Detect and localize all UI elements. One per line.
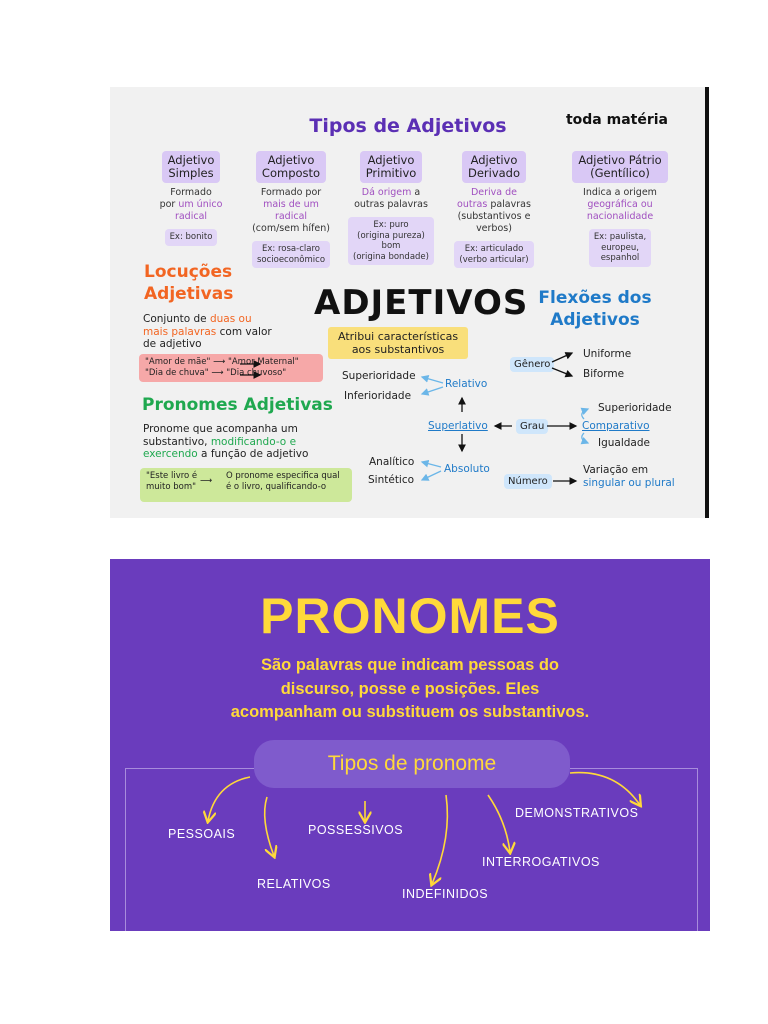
grau-analitico: Analítico: [369, 456, 415, 468]
adjetivos-types-title: Tipos de Adjetivos: [309, 115, 507, 137]
grau-superioridade: Superioridade: [342, 370, 416, 382]
type-composto-chip: Adjetivo Composto: [256, 151, 326, 183]
type-patrio-desc: Indica a origem geográfica ou nacionalidade: [583, 187, 657, 222]
panel-edge: [705, 87, 709, 518]
locucoes-desc: Conjunto de duas ou mais palavras com valor de adjetivo: [143, 313, 272, 350]
grau-chip: Grau: [516, 419, 548, 434]
pronomes-adjetivas-example: "Este livro é muito bom" ⟶ O pronome especifica qual é o livro, qualificando-o: [140, 468, 352, 502]
genero-chip: Gênero: [510, 357, 554, 372]
pronomes-subtitle: São palavras que indicam pessoas do discurso, posse e posições. Eles acompanham ou substituem os substantivos.: [230, 656, 590, 721]
pronome-possessivos: POSSESSIVOS: [308, 823, 404, 837]
adjetivos-main-title: ADJETIVOS: [314, 283, 529, 323]
arrow-right-icon: ⟶: [211, 368, 224, 378]
grau-inferioridade: Inferioridade: [344, 390, 412, 402]
type-patrio-example: Ex: paulista, europeu, espanhol: [589, 229, 651, 267]
pronome-indefinidos: INDEFINIDOS: [402, 887, 489, 901]
arrow-icon: [240, 353, 588, 481]
type-derivado-chip: Adjetivo Derivado: [462, 151, 526, 183]
adjetivos-arrows: [110, 87, 706, 518]
type-composto-desc: Formado por mais de um radical (com/sem hífen): [252, 187, 330, 234]
grau-comparativo: Comparativo: [582, 420, 650, 432]
type-primitivo-example: Ex: puro (origina pureza) bom (origina bondade): [348, 217, 434, 265]
numero-variacao: Variação em singular ou plural: [583, 464, 675, 489]
grau-sintetico: Sintético: [368, 474, 415, 486]
locucoes-examples: "Amor de mãe" ⟶ "Amor Maternal" "Dia de chuva" ⟶ "Dia chuvoso": [139, 354, 323, 382]
flexoes-title: Flexões dos Adjetivos: [538, 288, 652, 330]
comparativo-igualdade: Igualdade: [598, 437, 650, 449]
numero-chip: Número: [504, 474, 552, 489]
adjetivos-infographic: [110, 87, 706, 518]
brand-logo: toda matéria: [565, 112, 668, 128]
type-simples-chip: Adjetivo Simples: [162, 151, 221, 183]
grau-superlativo: Superlativo: [428, 420, 488, 432]
grau-relativo: Relativo: [445, 378, 488, 390]
type-simples-desc: Formado por um único radical: [159, 187, 223, 222]
pronomes-title: PRONOMES: [260, 588, 560, 644]
pronome-interrogativos: INTERROGATIVOS: [482, 855, 600, 869]
genero-uniforme: Uniforme: [583, 348, 632, 360]
pronomes-infographic: [110, 559, 710, 931]
type-primitivo-chip: Adjetivo Primitivo: [360, 151, 423, 183]
pronome-demonstrativos: DEMONSTRATIVOS: [515, 806, 639, 820]
grau-absoluto: Absoluto: [444, 463, 490, 475]
type-simples-example: Ex: bonito: [165, 229, 218, 246]
comparativo-superioridade: Superioridade: [598, 402, 672, 414]
pronome-types-pill: Tipos de pronome: [254, 740, 570, 788]
type-composto-example: Ex: rosa-claro socioeconômico: [252, 241, 330, 268]
arrow-right-icon: ⟶: [200, 476, 213, 486]
pronome-pessoais: PESSOAIS: [168, 827, 236, 841]
pronomes-adjetivas-desc: Pronome que acompanha um substantivo, modificando-o e exercendo a função de adjetivo: [143, 423, 309, 460]
type-primitivo-desc: Dá origem a outras palavras: [354, 187, 428, 210]
pronomes-adjetivas-title: Pronomes Adjetivas: [142, 395, 333, 415]
locucoes-title: Locuções Adjetivas: [144, 262, 234, 304]
adjetivos-definition: Atribui características aos substantivos: [328, 327, 468, 359]
pronome-relativos: RELATIVOS: [257, 877, 331, 891]
genero-biforme: Biforme: [583, 368, 625, 380]
arrow-right-icon: ⟶: [213, 357, 226, 367]
type-derivado-desc: Deriva de outras palavras (substantivos e verbos): [457, 187, 531, 234]
type-patrio-chip: Adjetivo Pátrio (Gentílico): [572, 151, 667, 183]
pronome-arrows: [110, 559, 710, 931]
type-derivado-example: Ex: articulado (verbo articular): [454, 241, 533, 268]
